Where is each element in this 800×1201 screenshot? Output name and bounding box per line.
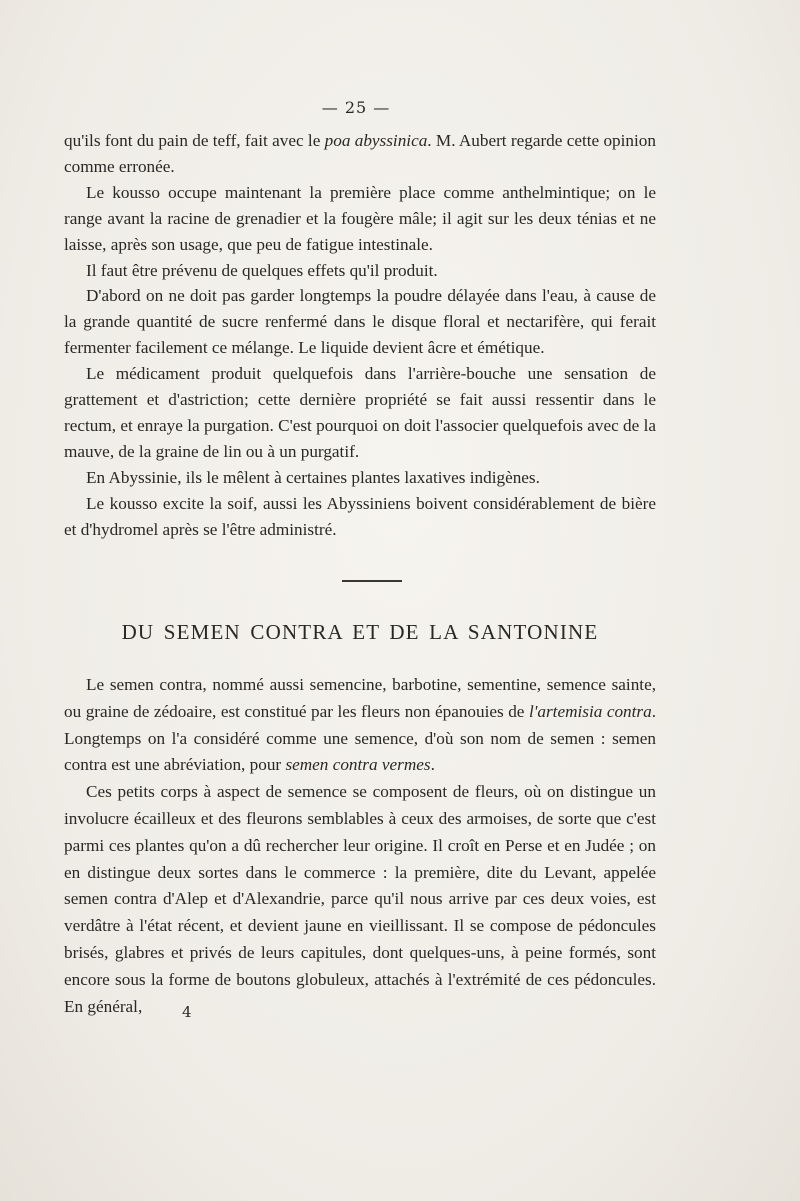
paragraph-text: Le semen contra, nommé aussi semencine, barbotine, sementine, semence sainte, ou graine de zédoaire, est constitué par les fleurs non épanouies de bbox=[64, 675, 656, 721]
bottom-text-block bbox=[64, 672, 656, 1020]
paragraph: Le kousso occupe maintenant la première place comme anthelmintique; on le range avant la racine de grenadier et la fougère mâle; il agit sur les deux ténias et ne laisse, après son usage, que peu de fatigue intestinale. bbox=[64, 182, 656, 254]
italic-species-name: poa abyssinica bbox=[324, 131, 428, 150]
paragraph: Ces petits corps à aspect de semence se composent de fleurs, où on distingue un involucre écailleux et des fleurons semblables à ceux des armoises, de sorte que c'est parmi ces plantes qu'on a dû rechercher leur origine. Il croît en Perse et en Judée ; on en distingue deux sortes dans le commerce : la première, dite du Levant, appelée semen contra d'Alep et d'Alexandrie, parce qu'il nous arrive par ces deux voies, est verdâtre à l'état récent, et devient jaune en vieillissant. Il se compose de pédoncules brisés, glabres et privés de leurs capitules, dont quelques-uns, à peine formés, sont encore sous la forme de boutons globuleux, attachés à l'extrémité de ces pédoncules. En général, bbox=[64, 782, 656, 1016]
printer-signature-mark: 4 bbox=[182, 1003, 192, 1021]
paragraph-text: . M. Aubert regarde cette opinion comme erronée. bbox=[64, 131, 656, 176]
paragraph-text: . bbox=[430, 755, 435, 775]
section-divider bbox=[342, 580, 402, 582]
paragraph bbox=[64, 128, 656, 180]
paragraph: Le kousso excite la soif, aussi les Abyssiniens boivent considérablement de bière et d'hydromel après se l'être administré. bbox=[64, 493, 656, 539]
paragraph: Le médicament produit quelquefois dans l'arrière-bouche une sensation de grattement et d'astriction; cette dernière propriété se fait aussi ressentir dans le rectum, et enraye la purgation. C'est pourquoi on doit l'associer quelquefois avec de la mauve, de la graine de lin ou à un purgatif. bbox=[64, 364, 656, 461]
paragraph-text: . Longtemps on l'a considéré comme une semence, d'où son nom de semen : semen contra est une abréviation, pour bbox=[64, 701, 656, 775]
paragraph bbox=[64, 672, 656, 779]
italic-latin-phrase: semen contra vermes bbox=[285, 755, 431, 775]
italic-species-name: l'artemisia contra bbox=[528, 701, 652, 721]
top-text-block bbox=[64, 128, 656, 543]
page-number: — 25 — bbox=[321, 98, 391, 117]
paragraph: Il faut être prévenu de quelques effets qu'il produit. bbox=[86, 260, 438, 280]
paragraph: D'abord on ne doit pas garder longtemps la poudre délayée dans l'eau, à cause de la grande quantité de sucre renfermé dans le disque floral et nectarifère, qui ferait fermenter facilement ce mélange. Le liquide devient âcre et émétique. bbox=[64, 286, 656, 358]
paragraph-text: qu'ils font du pain de teff, fait avec le bbox=[64, 131, 325, 150]
section-title: DU SEMEN CONTRA ET DE LA SANTONINE bbox=[121, 620, 599, 644]
paragraph: En Abyssinie, ils le mêlent à certaines plantes laxatives indigènes. bbox=[86, 467, 540, 487]
